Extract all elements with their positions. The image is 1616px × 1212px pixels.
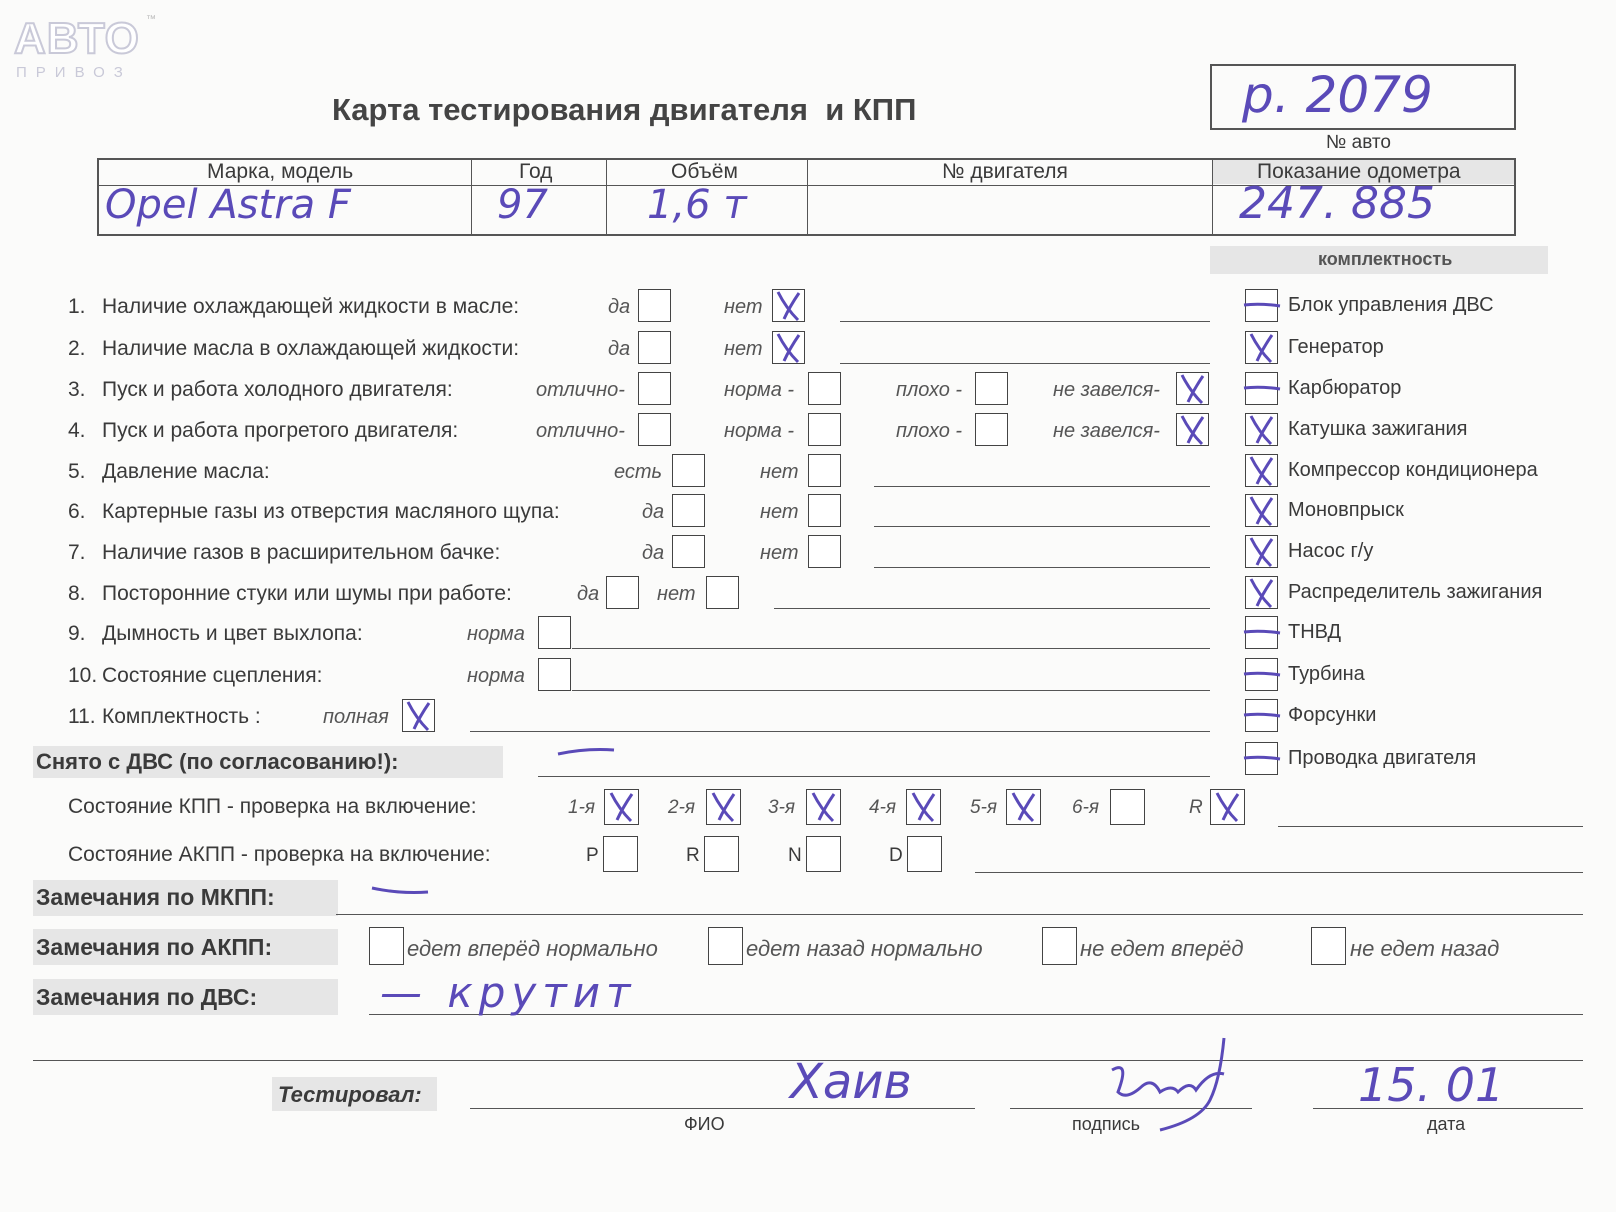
kit-item-label: ТНВД	[1288, 621, 1342, 643]
col-engine-number: № двигателя	[942, 160, 1068, 183]
option-label: нет	[760, 501, 799, 523]
akpp-gear-label: P	[586, 845, 599, 866]
option-checkbox[interactable]	[975, 413, 1008, 446]
akpp-gear-checkbox[interactable]	[907, 836, 942, 872]
check-x-mark	[772, 330, 806, 366]
col-odometer: Показание одометра	[1257, 160, 1461, 183]
akpp-gear-checkbox[interactable]	[603, 836, 638, 872]
kit-item-label: Генератор	[1288, 336, 1384, 358]
date-label: дата	[1427, 1114, 1466, 1134]
auto-number-label: № авто	[1326, 132, 1391, 153]
check-dash-mark	[1242, 740, 1282, 776]
option-checkbox[interactable]	[538, 616, 571, 649]
signature	[1100, 1030, 1260, 1145]
option-label: нет	[760, 542, 799, 564]
option-label: норма -	[724, 379, 795, 401]
option-label: да	[608, 296, 631, 318]
akpp-no-backward-label: не едет назад	[1350, 936, 1500, 961]
kpp-gear-label: 3-я	[768, 797, 796, 818]
check-dash-mark	[1242, 614, 1282, 650]
question-text: Наличие газов в расширительном бачке:	[102, 541, 501, 564]
answer-line	[874, 567, 1210, 568]
check-x-mark	[772, 288, 806, 324]
question-text: Наличие охлаждающей жидкости в масле:	[102, 295, 520, 318]
akpp-line	[975, 872, 1583, 873]
option-checkbox[interactable]	[808, 413, 841, 446]
question-number: 1.	[68, 295, 86, 318]
question-text: Пуск и работа прогретого двигателя:	[102, 419, 459, 442]
kit-item-label: Насос г/у	[1288, 540, 1374, 562]
option-checkbox[interactable]	[538, 658, 571, 691]
option-checkbox[interactable]	[638, 289, 671, 322]
check-x-mark	[807, 789, 841, 825]
option-checkbox[interactable]	[606, 576, 639, 609]
option-checkbox[interactable]	[672, 535, 705, 568]
answer-line	[874, 526, 1210, 527]
removed-label: Снято с ДВС (по согласованию!):	[36, 749, 399, 774]
akpp-gear-label: N	[788, 845, 802, 866]
kpp-line	[1278, 826, 1583, 827]
check-x-mark	[907, 789, 941, 825]
auto-number-value: р. 2079	[1242, 66, 1433, 124]
date-value: 15. 01	[1358, 1058, 1505, 1112]
option-label: нет	[724, 338, 763, 360]
option-label: да	[577, 583, 600, 605]
option-label: полная	[323, 706, 389, 728]
check-x-mark	[1245, 330, 1279, 366]
kit-item-label: Компрессор кондиционера	[1288, 459, 1538, 481]
check-x-mark	[1245, 412, 1279, 448]
option-label: нет	[657, 583, 696, 605]
check-x-mark	[1245, 453, 1279, 489]
answer-line	[874, 486, 1210, 487]
value-year: 97	[497, 182, 548, 228]
kit-item-label: Катушка зажигания	[1288, 418, 1468, 440]
check-x-mark	[402, 698, 436, 734]
col-make-model: Марка, модель	[207, 160, 354, 183]
option-label: да	[642, 542, 665, 564]
option-label: нет	[760, 461, 799, 483]
option-label: отлично-	[536, 379, 625, 401]
remarks-mkpp-dash	[370, 882, 430, 898]
answer-line	[840, 321, 1210, 322]
akpp-no-backward-checkbox[interactable]	[1311, 927, 1346, 965]
kit-header: комплектность	[1210, 246, 1548, 274]
kpp-gear-label: 2-я	[668, 797, 696, 818]
auto-number-box	[1210, 64, 1516, 130]
option-checkbox[interactable]	[638, 372, 671, 405]
check-x-mark	[1245, 493, 1279, 529]
check-x-mark	[1007, 789, 1041, 825]
check-x-mark	[1245, 575, 1279, 611]
option-checkbox[interactable]	[672, 454, 705, 487]
fio-label: ФИО	[684, 1114, 725, 1134]
kit-item-label: Форсунки	[1288, 704, 1377, 726]
logo	[14, 14, 154, 84]
question-text: Комплектность :	[102, 705, 261, 728]
kpp-label: Состояние КПП - проверка на включение:	[68, 795, 477, 818]
remarks-mkpp-line	[336, 914, 1583, 915]
check-x-mark	[707, 789, 741, 825]
question-text: Наличие масла в охлаждающей жидкости:	[102, 337, 520, 360]
question-number: 6.	[68, 500, 86, 523]
option-checkbox[interactable]	[808, 372, 841, 405]
question-number: 10.	[68, 664, 98, 687]
option-label: норма	[467, 665, 525, 687]
answer-line	[470, 731, 1210, 732]
answer-line	[572, 690, 1210, 691]
check-dash-mark	[1242, 370, 1282, 406]
question-text: Давление масла:	[102, 460, 270, 483]
check-dash-mark	[1242, 697, 1282, 733]
option-label: да	[608, 338, 631, 360]
option-label: не завелся-	[1053, 379, 1160, 401]
question-number: 9.	[68, 622, 86, 645]
answer-line	[840, 363, 1210, 364]
question-number: 4.	[68, 419, 86, 442]
option-checkbox[interactable]	[808, 535, 841, 568]
kpp-gear-label: 5-я	[970, 797, 998, 818]
akpp-gear-label: D	[889, 845, 903, 866]
tested-label: Тестировал:	[278, 1082, 422, 1107]
akpp-no-forward-label: не едет вперёд	[1080, 936, 1244, 961]
answer-line	[572, 648, 1210, 649]
question-number: 5.	[68, 460, 86, 483]
col-year: Год	[519, 160, 553, 183]
kit-item-label: Блок управления ДВС	[1288, 294, 1494, 316]
kit-item-label: Турбина	[1288, 663, 1365, 685]
check-x-mark	[1245, 534, 1279, 570]
question-number: 11.	[68, 705, 96, 728]
logo-main: АВТО	[14, 14, 140, 63]
option-label: плохо -	[896, 420, 963, 442]
question-number: 2.	[68, 337, 86, 360]
fio-value: Хаив	[790, 1054, 912, 1110]
option-label: не завелся-	[1053, 420, 1160, 442]
remarks-dvs-label: Замечания по ДВС:	[36, 984, 258, 1010]
option-checkbox[interactable]	[706, 576, 739, 609]
check-x-mark	[605, 789, 639, 825]
akpp-forward-ok-checkbox[interactable]	[369, 927, 404, 965]
akpp-label: Состояние АКПП - проверка на включение:	[68, 843, 491, 866]
remarks-akpp-label: Замечания по АКПП:	[36, 934, 273, 960]
question-text: Картерные газы из отверстия масляного щупа:	[102, 500, 560, 523]
sign-label: подпись	[1072, 1114, 1141, 1134]
check-x-mark	[1176, 412, 1210, 448]
remarks-dvs-value: — крутит	[380, 968, 637, 1017]
kit-item-label: Проводка двигателя	[1288, 747, 1477, 769]
option-checkbox[interactable]	[672, 494, 705, 527]
akpp-backward-ok-checkbox[interactable]	[708, 927, 743, 965]
akpp-no-forward-checkbox[interactable]	[1042, 927, 1077, 965]
check-dash-mark	[1242, 287, 1282, 323]
kit-item-label: Распределитель зажигания	[1288, 581, 1543, 603]
option-label: норма -	[724, 420, 795, 442]
kpp-gear-checkbox[interactable]	[1110, 789, 1145, 825]
option-label: плохо -	[896, 379, 963, 401]
question-number: 7.	[68, 541, 86, 564]
value-odometer: 247. 885	[1239, 178, 1435, 229]
option-label: да	[642, 501, 665, 523]
kpp-gear-label: 1-я	[568, 797, 596, 818]
kpp-gear-label: 6-я	[1072, 797, 1100, 818]
check-x-mark	[1211, 789, 1245, 825]
answer-line	[774, 608, 1210, 609]
logo-tm: ™	[146, 14, 156, 25]
option-label: нет	[724, 296, 763, 318]
kit-item-label: Моновпрыск	[1288, 499, 1404, 521]
akpp-backward-ok-label: едет назад нормально	[746, 936, 983, 961]
option-label: норма	[467, 623, 525, 645]
header-table	[97, 158, 1516, 236]
removed-line	[538, 776, 1210, 777]
option-label: есть	[614, 461, 663, 483]
question-text: Посторонние стуки или шумы при работе:	[102, 582, 512, 605]
akpp-gear-label: R	[686, 845, 700, 866]
akpp-forward-ok-label: едет вперёд нормально	[407, 936, 658, 961]
akpp-gear-checkbox[interactable]	[704, 836, 739, 872]
form-title: Карта тестирования двигателя и КПП	[332, 92, 917, 127]
check-x-mark	[1176, 371, 1210, 407]
option-checkbox[interactable]	[808, 454, 841, 487]
question-number: 3.	[68, 378, 86, 401]
remarks-mkpp-label: Замечания по МКПП:	[36, 884, 275, 910]
akpp-gear-checkbox[interactable]	[806, 836, 841, 872]
option-checkbox[interactable]	[808, 494, 841, 527]
option-label: отлично-	[536, 420, 625, 442]
value-volume: 1,6 т	[647, 182, 747, 228]
removed-dash-mark	[556, 744, 616, 758]
kpp-gear-label: R	[1189, 797, 1203, 818]
option-checkbox[interactable]	[638, 331, 671, 364]
option-checkbox[interactable]	[975, 372, 1008, 405]
kit-item-label: Карбюратор	[1288, 377, 1402, 399]
option-checkbox[interactable]	[638, 413, 671, 446]
col-volume: Объём	[671, 160, 738, 183]
question-text: Дымность и цвет выхлопа:	[102, 622, 363, 645]
question-text: Состояние сцепления:	[102, 664, 323, 687]
question-number: 8.	[68, 582, 86, 605]
question-text: Пуск и работа холодного двигателя:	[102, 378, 453, 401]
kpp-gear-label: 4-я	[869, 797, 897, 818]
logo-sub: ПРИВОЗ	[16, 64, 132, 81]
check-dash-mark	[1242, 656, 1282, 692]
value-make-model: Opel Astra F	[105, 182, 351, 228]
